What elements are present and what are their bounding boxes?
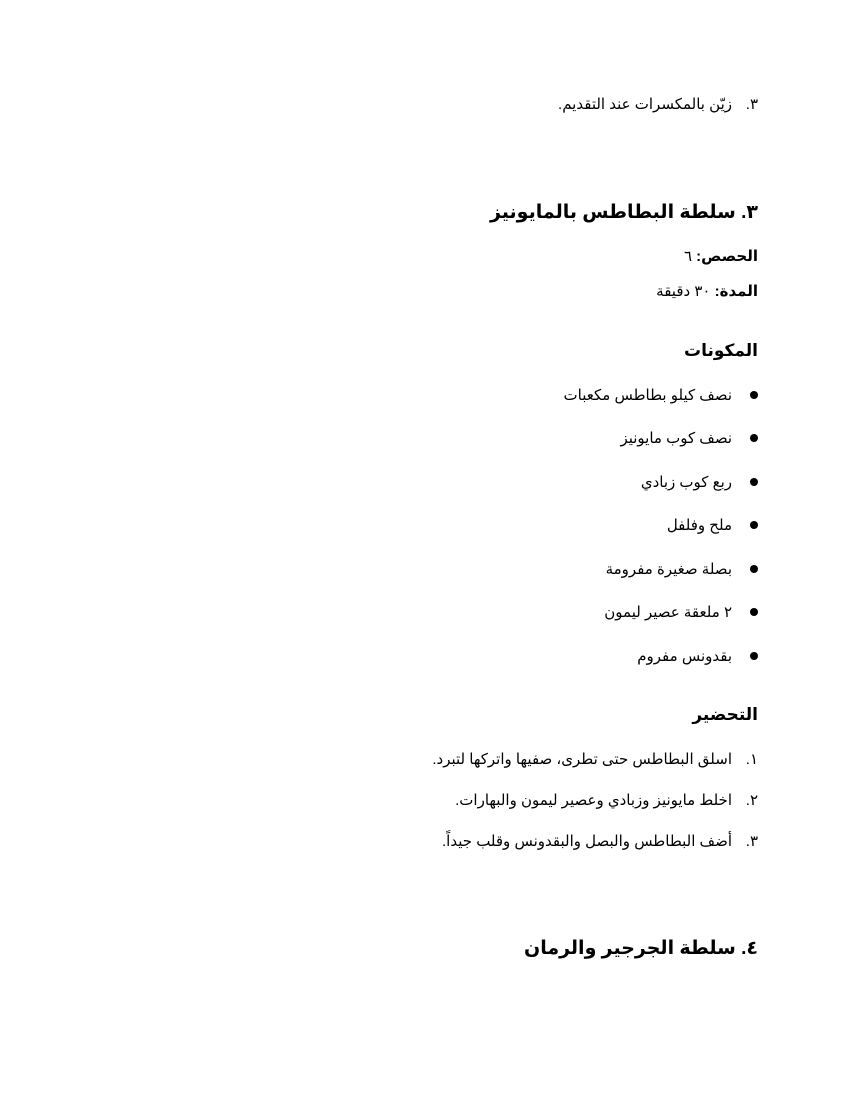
step-text: اخلط مايونيز وزبادي وعصير ليمون والبهارات. xyxy=(455,792,732,809)
preparation-heading: التحضير xyxy=(692,705,758,724)
prep-step xyxy=(432,750,758,770)
bullet-icon xyxy=(750,652,758,660)
next-recipe-title: ٤. سلطة الجرجير والرمان xyxy=(523,938,758,959)
ingredient-item: ملح وفلفل xyxy=(667,516,758,536)
bullet-icon xyxy=(750,608,758,616)
ingredient-item: نصف كوب مايونيز xyxy=(620,429,758,449)
servings-value: ٦ xyxy=(683,248,692,265)
bullet-icon xyxy=(750,565,758,573)
step-number: ١. xyxy=(745,751,758,768)
ingredient-item: بصلة صغيرة مفرومة xyxy=(606,560,758,580)
duration-label: المدة: xyxy=(714,283,758,300)
step-number: ٣. xyxy=(745,833,758,850)
step-number: ٣. xyxy=(745,96,758,113)
step-number: ٢. xyxy=(745,792,758,809)
prev-recipe-step-3 xyxy=(558,95,758,115)
prep-step xyxy=(455,791,758,811)
bullet-icon xyxy=(750,434,758,442)
step-text: اسلق البطاطس حتى تطرى، صفيها واتركها لتبرد. xyxy=(432,751,732,768)
ingredients-heading: المكونات xyxy=(683,341,758,360)
bullet-icon xyxy=(750,521,758,529)
servings-label: الحصص: xyxy=(696,248,758,265)
recipe-title: ٣. سلطة البطاطس بالمايونيز xyxy=(489,202,758,223)
ingredient-item: ٢ ملعقة عصير ليمون xyxy=(604,603,758,623)
step-text: أضف البطاطس والبصل والبقدونس وقلب جيداً. xyxy=(442,833,732,850)
ingredient-item: نصف كيلو بطاطس مكعبات xyxy=(564,386,758,406)
ingredient-item: ربع كوب زبادي xyxy=(641,473,758,493)
ingredient-item: بقدونس مفروم xyxy=(637,647,758,667)
prep-step xyxy=(442,832,758,852)
bullet-icon xyxy=(750,391,758,399)
duration-value: ٣٠ دقيقة xyxy=(656,283,711,300)
bullet-icon xyxy=(750,478,758,486)
duration-line xyxy=(656,282,758,302)
servings-line xyxy=(684,247,758,267)
step-text: زيّن بالمكسرات عند التقديم. xyxy=(558,96,732,113)
